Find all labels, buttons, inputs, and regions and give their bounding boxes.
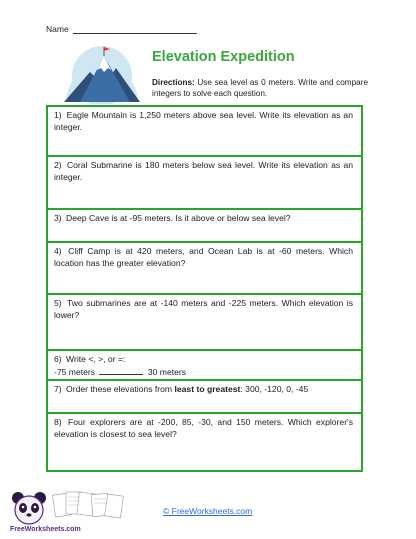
question-text: Two submarines are at -140 meters and -225 meters. Which elevation is lower? <box>54 298 353 320</box>
compare-right: 30 meters <box>147 366 187 377</box>
question-2[interactable]: 2) Coral Submarine is 180 meters below sea level. Write its elevation as an integer. <box>48 157 361 210</box>
directions-label: Directions: <box>152 78 195 87</box>
worksheet-title: Elevation Expedition <box>152 49 295 65</box>
answer-blank[interactable] <box>99 366 143 375</box>
name-label: Name <box>46 24 69 34</box>
questions-box <box>46 105 363 472</box>
question-1[interactable]: 1) Eagle Mountain is 1,250 meters above sea level. Write its elevation as an integer. <box>48 107 361 157</box>
mountain-illustration <box>60 42 144 104</box>
compare-left: -75 meters <box>54 366 96 377</box>
question-6[interactable]: 6) Write <, >, or =: -75 meters 30 meters <box>48 351 361 381</box>
directions <box>152 77 368 99</box>
directions-text: Use sea level as 0 meters. Write and compare integers to solve each question. <box>152 78 368 98</box>
question-3[interactable]: 3) Deep Cave is at -95 meters. Is it above or below sea level? <box>48 210 361 243</box>
footer-link[interactable]: © FreeWorksheets.com <box>163 506 253 516</box>
question-text: Write <, >, or =: <box>66 354 126 364</box>
name-line[interactable] <box>73 24 197 34</box>
question-text: Four explorers are at -200, 85, -30, and 150 meters. Which explorer's elevation is closest to sea level? <box>54 417 353 439</box>
question-5[interactable]: 5) Two submarines are at -140 meters and -225 meters. Which elevation is lower? <box>48 295 361 351</box>
question-text: Cliff Camp is at 420 meters, and Ocean Lab is at -60 meters. Which location has the greater elevation? <box>54 246 353 268</box>
question-4[interactable]: 4) Cliff Camp is at 420 meters, and Ocean Lab is at -60 meters. Which location has the greater elevation? <box>48 243 361 295</box>
question-text: Coral Submarine is 180 meters below sea level. Write its elevation as an integer. <box>54 160 354 182</box>
question-text: Deep Cave is at -95 meters. Is it above or below sea level? <box>66 213 291 223</box>
question-text: Eagle Mountain is 1,250 meters above sea level. Write its elevation as an integer. <box>54 110 353 132</box>
emphasis-text: least to greatest <box>174 384 241 394</box>
question-8[interactable]: 8) Four explorers are at -200, 85, -30, and 150 meters. Which explorer's elevation is closest to sea level? <box>54 417 353 439</box>
question-7[interactable]: 7) Order these elevations from least to greatest: 300, -120, 0, -45 <box>48 381 361 414</box>
name-field <box>46 24 197 34</box>
logo-text: FreeWorksheets.com <box>10 526 81 533</box>
